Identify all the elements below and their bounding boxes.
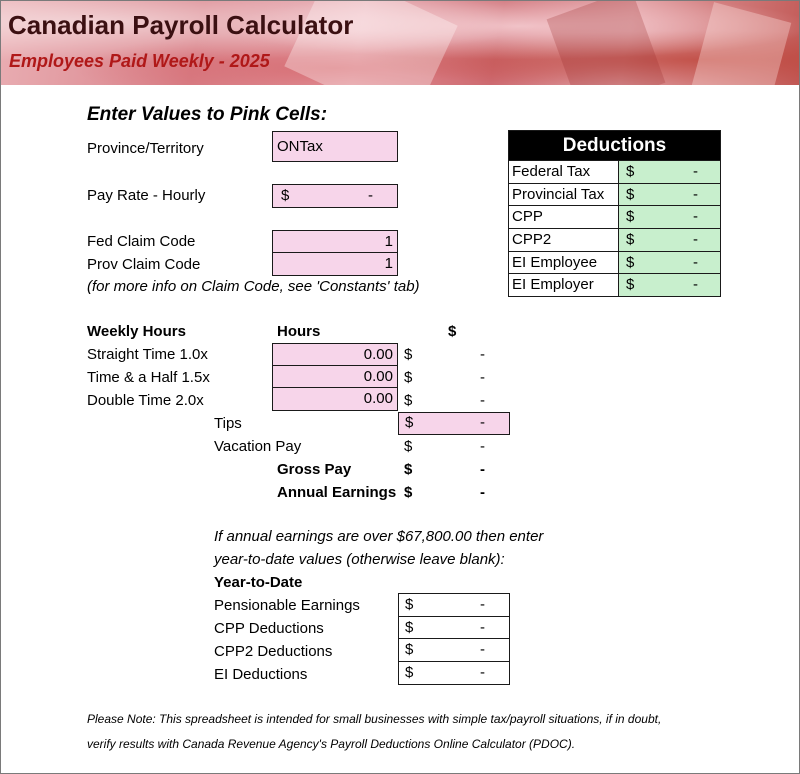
straight-time-hours-input[interactable]: 0.00 [273, 344, 397, 366]
deduction-amount: - [693, 253, 698, 271]
banner-decoration [547, 1, 666, 85]
gross-pay-label: Gross Pay [277, 461, 352, 478]
tips-label: Tips [214, 415, 242, 432]
prov-claim-input[interactable]: 1 [384, 255, 393, 272]
currency-symbol: $ [405, 596, 414, 613]
hours-amount: - [480, 346, 485, 363]
currency-symbol: $ [405, 663, 414, 681]
deduction-label: EI Employer [509, 274, 619, 296]
ytd-heading: Year-to-Date [214, 574, 303, 591]
hours-amount: - [480, 369, 485, 386]
hours-column-header: Hours [277, 323, 321, 340]
title-banner [1, 1, 799, 85]
banner-decoration [691, 2, 792, 85]
cpp2-deductions-input[interactable] [399, 639, 509, 662]
deduction-amount: - [693, 208, 698, 226]
deduction-label: CPP [509, 206, 619, 228]
currency-symbol: $ [626, 276, 635, 294]
deduction-value-cell[interactable] [619, 161, 720, 183]
ytd-label: Pensionable Earnings [214, 597, 360, 614]
amount-column-header: $ [448, 323, 457, 340]
deduction-row [509, 183, 720, 206]
tips-value: - [480, 414, 485, 431]
province-input[interactable] [272, 131, 398, 162]
vacation-pay-value: - [480, 438, 485, 455]
currency-symbol: $ [626, 163, 635, 180]
annual-earnings-value: - [480, 484, 485, 501]
deductions-title: Deductions [509, 131, 720, 160]
deduction-label: CPP2 [509, 229, 619, 251]
deduction-value-cell[interactable] [619, 252, 720, 274]
deduction-value-cell[interactable] [619, 274, 720, 296]
input-heading: Enter Values to Pink Cells: [87, 104, 328, 125]
pay-rate-label: Pay Rate - Hourly [87, 187, 206, 204]
deduction-amount: - [693, 276, 698, 294]
app-subtitle: Employees Paid Weekly - 2025 [9, 51, 270, 71]
province-value: ONTax [277, 138, 323, 155]
currency-symbol: $ [405, 414, 414, 431]
ytd-value: - [480, 663, 485, 681]
claim-code-note: (for more info on Claim Code, see 'Constants' tab) [87, 278, 420, 295]
hours-row-label: Time & a Half 1.5x [87, 369, 210, 386]
pay-rate-input[interactable] [272, 184, 398, 208]
currency-symbol: $ [626, 208, 635, 226]
deduction-row [509, 160, 720, 183]
fed-claim-input[interactable]: 1 [273, 231, 397, 253]
pensionable-earnings-input[interactable] [399, 594, 509, 617]
tips-input[interactable] [398, 412, 510, 435]
gross-pay-value: - [480, 461, 485, 478]
deduction-row [509, 251, 720, 274]
ytd-label: CPP2 Deductions [214, 643, 333, 660]
deduction-row [509, 273, 720, 296]
currency-symbol: $ [404, 461, 413, 478]
deduction-value-cell[interactable] [619, 229, 720, 251]
deduction-row [509, 205, 720, 228]
ytd-instruction: If annual earnings are over $67,800.00 then enter [214, 528, 544, 545]
hours-amount: - [480, 392, 485, 409]
weekly-hours-label: Weekly Hours [87, 323, 186, 340]
currency-symbol: $ [405, 618, 414, 636]
currency-symbol: $ [404, 346, 413, 363]
currency-symbol: $ [404, 484, 413, 501]
deduction-row [509, 228, 720, 251]
ytd-value: - [480, 618, 485, 636]
claim-code-inputs [272, 230, 398, 276]
ytd-instruction: year-to-date values (otherwise leave blank): [214, 551, 505, 568]
double-time-hours-input[interactable]: 0.00 [363, 390, 393, 407]
deduction-amount: - [693, 163, 698, 180]
ytd-label: CPP Deductions [214, 620, 324, 637]
app-title: Canadian Payroll Calculator [8, 10, 354, 40]
deduction-amount: - [693, 185, 698, 203]
pay-rate-currency: $ [281, 187, 290, 204]
ei-deductions-input[interactable] [399, 662, 509, 685]
currency-symbol: $ [404, 438, 413, 455]
currency-symbol: $ [404, 369, 413, 386]
deduction-label: Federal Tax [509, 161, 619, 183]
deduction-label: Provincial Tax [509, 184, 619, 206]
disclaimer-note: verify results with Canada Revenue Agency's Payroll Deductions Online Calculator (PDOC). [87, 737, 576, 751]
hours-row-label: Straight Time 1.0x [87, 346, 208, 363]
time-and-half-hours-input[interactable]: 0.00 [273, 366, 397, 388]
deduction-value-cell[interactable] [619, 206, 720, 228]
hours-inputs [272, 343, 398, 411]
currency-symbol: $ [404, 392, 413, 409]
ytd-value: - [480, 596, 485, 613]
vacation-pay-label: Vacation Pay [214, 438, 302, 455]
currency-symbol: $ [626, 231, 635, 249]
deduction-value-cell[interactable] [619, 184, 720, 206]
ytd-inputs [398, 593, 510, 685]
annual-earnings-label: Annual Earnings [277, 484, 397, 501]
deduction-label: EI Employee [509, 252, 619, 274]
currency-symbol: $ [626, 185, 635, 203]
prov-claim-label: Prov Claim Code [87, 256, 201, 273]
hours-row-label: Double Time 2.0x [87, 392, 204, 409]
currency-symbol: $ [626, 253, 635, 271]
fed-claim-label: Fed Claim Code [87, 233, 196, 250]
province-label: Province/Territory [87, 140, 204, 157]
deduction-amount: - [693, 231, 698, 249]
deductions-table [508, 130, 721, 297]
pay-rate-value: - [368, 187, 373, 204]
currency-symbol: $ [405, 641, 414, 658]
disclaimer-note: Please Note: This spreadsheet is intended for small businesses with simple tax/payroll situations, if in doubt, [87, 712, 662, 726]
ytd-value: - [480, 641, 485, 658]
cpp-deductions-input[interactable] [399, 617, 509, 640]
ytd-label: EI Deductions [214, 666, 308, 683]
